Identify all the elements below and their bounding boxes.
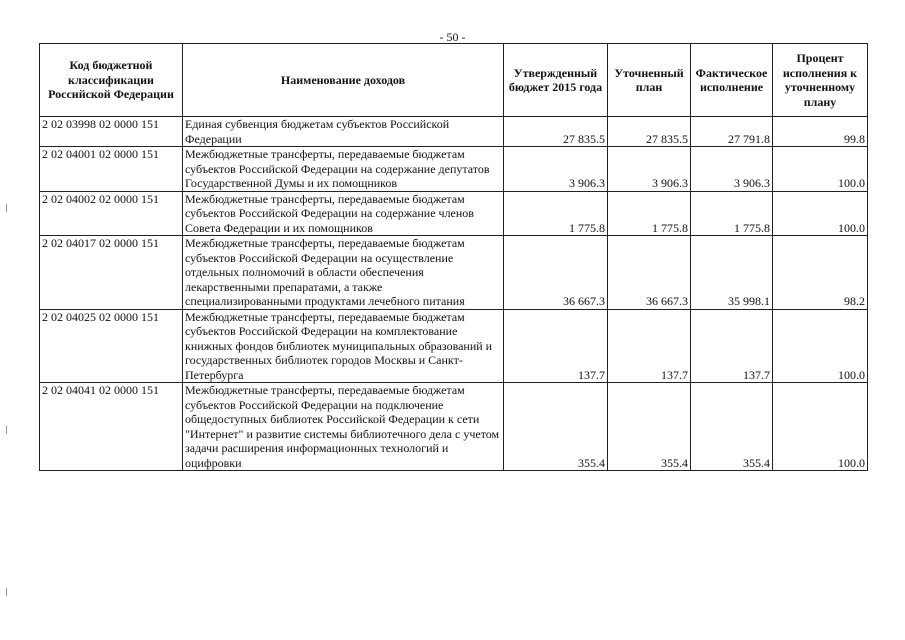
row-revised: 137.7 bbox=[608, 309, 691, 383]
page-number: - 50 - bbox=[439, 30, 466, 44]
row-percent: 100.0 bbox=[773, 383, 868, 471]
row-name: Межбюджетные трансферты, передаваемые бюджетам субъектов Российской Федерации на содержание членов Совета Федерации и их помощников bbox=[183, 191, 504, 236]
row-actual: 27 791.8 bbox=[691, 117, 773, 147]
row-revised: 27 835.5 bbox=[608, 117, 691, 147]
row-revised: 355.4 bbox=[608, 383, 691, 471]
row-percent: 99.8 bbox=[773, 117, 868, 147]
table-header bbox=[40, 44, 868, 117]
row-name: Межбюджетные трансферты, передаваемые бюджетам субъектов Российской Федерации на комплектование книжных фондов библиотек муниципальных образований и государственных библиотек городов Москвы и Санкт-Петербурга bbox=[183, 309, 504, 383]
row-approved: 3 906.3 bbox=[504, 147, 608, 192]
row-code: 2 02 04025 02 0000 151 bbox=[40, 309, 183, 383]
row-code: 2 02 04041 02 0000 151 bbox=[40, 383, 183, 471]
row-revised: 3 906.3 bbox=[608, 147, 691, 192]
table-row bbox=[40, 117, 868, 147]
row-percent: 100.0 bbox=[773, 191, 868, 236]
table-row bbox=[40, 383, 868, 471]
header-row bbox=[40, 44, 868, 117]
row-code: 2 02 04017 02 0000 151 bbox=[40, 236, 183, 310]
header-revised: Уточненный план bbox=[608, 44, 691, 117]
row-name: Межбюджетные трансферты, передаваемые бюджетам субъектов Российской Федерации на осуществление отдельных полномочий в области обеспечения лекарственными препаратами, а также специализированными продуктами лечебного питания bbox=[183, 236, 504, 310]
row-actual: 355.4 bbox=[691, 383, 773, 471]
table-row bbox=[40, 191, 868, 236]
header-actual: Фактическое исполнение bbox=[691, 44, 773, 117]
row-code: 2 02 04002 02 0000 151 bbox=[40, 191, 183, 236]
row-percent: 100.0 bbox=[773, 309, 868, 383]
row-code: 2 02 03998 02 0000 151 bbox=[40, 117, 183, 147]
budget-table bbox=[39, 43, 868, 471]
row-revised: 36 667.3 bbox=[608, 236, 691, 310]
row-approved: 36 667.3 bbox=[504, 236, 608, 310]
table-row bbox=[40, 236, 868, 310]
row-actual: 1 775.8 bbox=[691, 191, 773, 236]
scan-margin-mark bbox=[6, 426, 7, 434]
header-name: Наименование доходов bbox=[183, 44, 504, 117]
row-name: Межбюджетные трансферты, передаваемые бюджетам субъектов Российской Федерации на содержание депутатов Государственной Думы и их помощников bbox=[183, 147, 504, 192]
row-actual: 35 998.1 bbox=[691, 236, 773, 310]
row-approved: 1 775.8 bbox=[504, 191, 608, 236]
header-percent: Процент исполнения к уточненному плану bbox=[773, 44, 868, 117]
row-percent: 100.0 bbox=[773, 147, 868, 192]
row-approved: 137.7 bbox=[504, 309, 608, 383]
row-approved: 355.4 bbox=[504, 383, 608, 471]
header-code: Код бюджетной классификации Российской Федерации bbox=[40, 44, 183, 117]
row-revised: 1 775.8 bbox=[608, 191, 691, 236]
scan-margin-mark bbox=[6, 204, 7, 212]
row-code: 2 02 04001 02 0000 151 bbox=[40, 147, 183, 192]
table-row bbox=[40, 147, 868, 192]
row-actual: 3 906.3 bbox=[691, 147, 773, 192]
header-approved: Утвержденный бюджет 2015 года bbox=[504, 44, 608, 117]
table-body bbox=[40, 117, 868, 471]
row-approved: 27 835.5 bbox=[504, 117, 608, 147]
row-percent: 98.2 bbox=[773, 236, 868, 310]
row-actual: 137.7 bbox=[691, 309, 773, 383]
row-name: Единая субвенция бюджетам субъектов Российской Федерации bbox=[183, 117, 504, 147]
table-row bbox=[40, 309, 868, 383]
row-name: Межбюджетные трансферты, передаваемые бюджетам субъектов Российской Федерации на подключение общедоступных библиотек Российской Федерации к сети "Интернет" и развитие системы библиотечного дела с учетом задачи расширения информационных технологий и оцифровки bbox=[183, 383, 504, 471]
scan-margin-mark bbox=[6, 588, 7, 596]
